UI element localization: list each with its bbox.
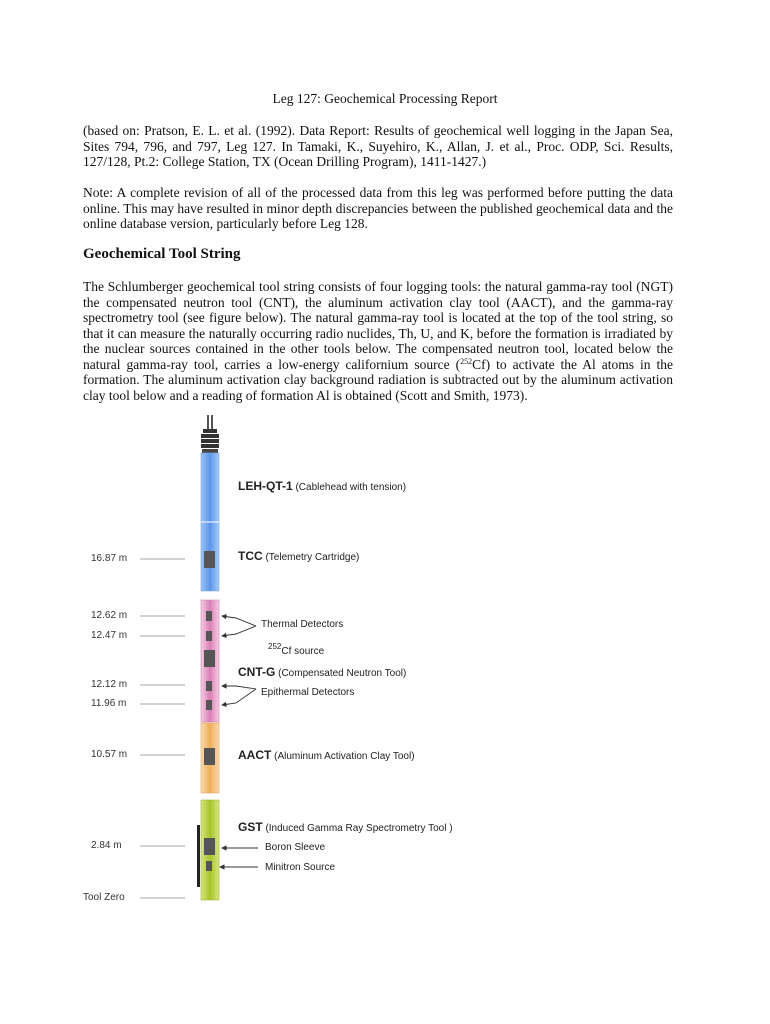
cf-source-text: Cf source: [281, 646, 325, 657]
tool-label-cnt: [238, 665, 406, 679]
cf-source-sup: 252: [268, 642, 282, 651]
depth-label-284: 2.84 m: [91, 840, 122, 851]
tool-name-tcc: (Telemetry Cartridge): [265, 552, 360, 563]
citation-paragraph: (based on: Pratson, E. L. et al. (1992). Data Report: Results of geochemical well logging in the Japan Sea, Sites 794, 796, and 797, Leg 127. In Tamaki, K., Suyehiro, K., Allan, J. et al., Proc. ODP, Sci. Results, 127/128, Pt.2: College Station, TX (Ocean Drilling Program), 1411-1427.): [83, 123, 673, 169]
tool-label-gst: [238, 820, 453, 834]
tool-name-aact: (Aluminum Activation Clay Tool): [274, 751, 415, 762]
depth-label-1196: 11.96 m: [91, 698, 127, 709]
body-paragraph: [83, 279, 673, 403]
tcc-sensor: [204, 551, 215, 568]
tool-code-aact: AACT: [238, 748, 272, 762]
epithermal-detector-1: [206, 681, 212, 691]
depth-leader-lines: [140, 559, 185, 898]
epithermal-detectors-label: Epithermal Detectors: [261, 687, 355, 698]
thermal-detectors-label: Thermal Detectors: [261, 619, 344, 630]
minitron-source-label: Minitron Source: [265, 862, 336, 873]
leh-qt-segment: [201, 453, 219, 522]
depth-label-1262: 12.62 m: [91, 610, 128, 621]
tool-code-gst: GST: [238, 820, 263, 834]
section-heading: Geochemical Tool String: [83, 246, 241, 262]
depth-label-1247: 12.47 m: [91, 630, 128, 641]
tool-label-aact: [238, 748, 415, 762]
thermal-detector-2: [206, 631, 212, 641]
cf-source-label: [268, 642, 325, 657]
boron-sleeve-label: Boron Sleeve: [265, 842, 326, 853]
tool-string-diagram: [0, 415, 770, 915]
body-text-part1: The Schlumberger geochemical tool string consists of four logging tools: the natural gamma-ray tool (NGT) the compensated neutron tool (CNT), the aluminum activation clay tool (AACT), and the gamma-ray spectrometry tool (see figure below). The natural gamma-ray tool is located at the top of the tool string, so that it can measure the naturally occurring radio nuclides, Th, U, and K, before the formation is irradiated by the nuclear sources contained in the other tools below. The compensated neutron tool, located below the natural gamma-ray tool, carries a low-energy californium source (: [83, 279, 673, 372]
cablehead-connector: [201, 415, 219, 453]
thermal-detector-1: [206, 611, 212, 621]
body-text-part2: Cf) to activate the Al atoms in the formation. The aluminum activation clay background radiation is subtracted out by the aluminum activation clay tool below and a reading of formation Al is obtained (Scott and Smith, 1973).: [83, 356, 673, 403]
tool-label-tcc: [238, 549, 359, 563]
tool-name-leh-qt: (Cablehead with tension): [295, 482, 407, 493]
depth-label-1212: 12.12 m: [91, 679, 128, 690]
body-superscript: 252: [460, 356, 473, 366]
page-title: Leg 127: Geochemical Processing Report: [272, 91, 498, 106]
aact-sensor: [204, 748, 215, 765]
tool-code-leh-qt: LEH-QT-1: [238, 479, 293, 493]
depth-label-tool-zero: Tool Zero: [83, 892, 125, 903]
boron-sleeve-bar: [197, 825, 200, 887]
depth-label-1057: 10.57 m: [91, 749, 128, 760]
tool-name-cnt: (Compensated Neutron Tool): [278, 668, 407, 679]
boron-sleeve-block: [204, 838, 215, 855]
cf-source-block: [204, 650, 215, 667]
epithermal-detector-2: [206, 700, 212, 710]
tool-code-tcc: TCC: [238, 549, 263, 563]
minitron-source-block: [206, 861, 212, 871]
note-paragraph: Note: A complete revision of all of the processed data from this leg was performed before putting the data online. This may have resulted in minor depth discrepancies between the published geochemical data and the online database version, particularly before Leg 128.: [83, 185, 673, 231]
tool-label-leh-qt: [238, 479, 406, 493]
depth-label-1687: 16.87 m: [91, 553, 128, 564]
tool-code-cnt: CNT-G: [238, 665, 276, 679]
tool-name-gst: (Induced Gamma Ray Spectrometry Tool ): [265, 823, 453, 834]
